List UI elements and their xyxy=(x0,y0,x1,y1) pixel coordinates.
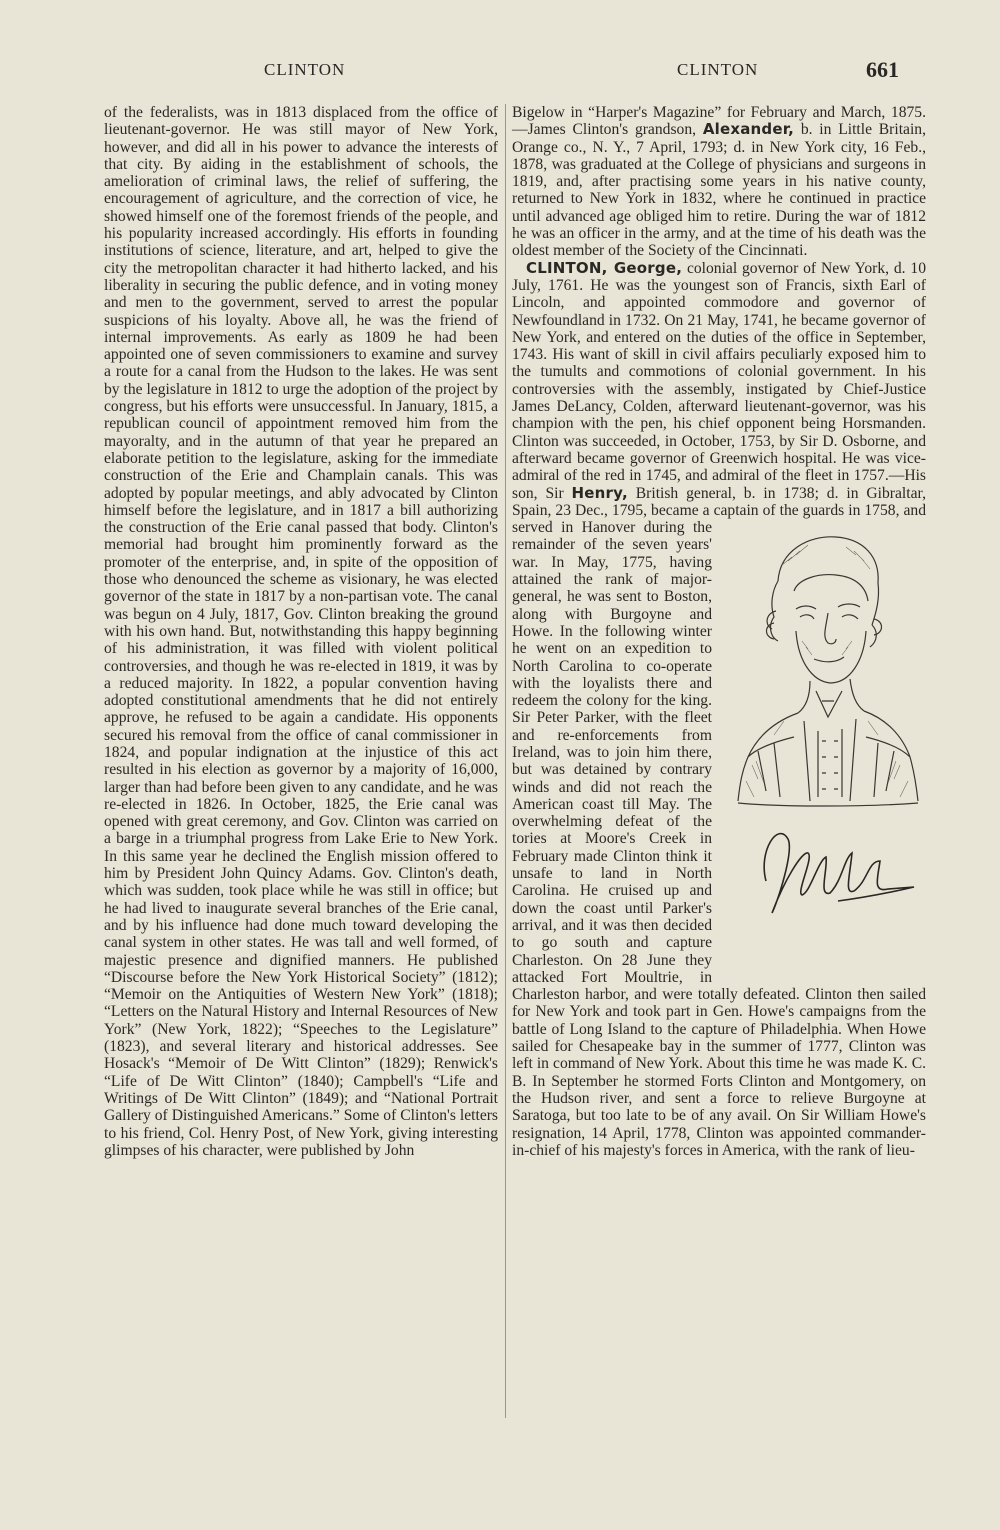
running-title-right: CLINTON xyxy=(677,60,759,79)
henry-entry-body xyxy=(512,485,926,1159)
running-head xyxy=(0,57,1000,84)
george-headword: CLINTON, George, xyxy=(526,258,683,277)
george-entry xyxy=(512,260,926,1159)
left-column-paragraph: of the federalists, was in 1813 displaced from the office of lieutenant-governor. He was still mayor of New York, however, and did all in his power to advance the interests of that city. By aiding in the establishment of schools, the amelioration of criminal laws, the relief of suffering, the encouragement of agriculture, and the correction of vice, he showed himself one of the foremost friends of the people, and his popularity increased accordingly. His efforts in founding institutions of science, literature, and art, helped to give the city the metropolitan character it had hitherto lacked, and his liberality in securing the public defence, and in voting money and men to the government, served to arrest the popular suspicions of his loyalty. Above all, he was the friend of internal improvements. As early as 1809 he had been appointed one of seven commissioners to examine and survey a route for a canal from the Hudson to the lakes. He was sent by the legislature in 1812 to urge the adoption of the project by congress, but his efforts were unsuccessful. In January, 1815, a republican council of appointment removed him from the mayoralty, and in the autumn of that year he prepared an elaborate petition to the legislature, asking for the immediate construction of the Erie and Champlain canals. This was adopted by popular meetings, and ably advocated by Clinton himself before the legislature, and in 1817 a bill authorizing the construction of the Erie canal passed that body. Clinton's memorial had brought him prominently forward as the promoter of the enterprise, and, in spite of the opposition of those who denounced the scheme as visionary, he was elected governor of the state in 1817 by a non-partisan vote. The canal was begun on 4 July, 1817, Gov. Clinton breaking the ground with his own hand. But, notwithstanding this happy beginning of his administration, it was filled with violent political controversies, and though he was re-elected in 1819, it was by a reduced majority. In 1822, a popular convention having adopted constitutional amendments that he did not entirely approve, he refused to be again a candidate. His opponents secured his removal from the office of canal commissioner in 1824, and popular indignation at the injustice of this act resulted in his election as governor by a majority of 16,000, larger than had before been given to any candidate, and he was re-elected in 1826. In October, 1825, the Erie canal was opened with great ceremony, and Gov. Clinton was carried on a barge in a triumphal progress from Lake Erie to New York. In this same year he declined the English mission offered to him by President John Quincy Adams. Gov. Clinton's death, which was sudden, took place while he was still in office; but he had lived to inaugurate several branches of the Erie canal, and by his influence had done much toward developing the canal system in other states. He was tall and well formed, of majestic presence and dignified manners. He published “Discourse before the New York Historical Society” (1812); “Memoir on the Antiquities of Western New York” (1818); “Letters on the Natural History and Internal Resources of New York” (New York, 1822); “Speeches to the Legislature” (1823), and several literary and historical addresses. See Hosack's “Memoir of De Witt Clinton” (1829); Renwick's “Life of De Witt Clinton” (1840); Campbell's “Life and Writings of De Witt Clinton” (1849); and “National Portrait Gallery of Distinguished Americans.” Some of Clinton's letters to his friend, Col. Henry Post, of New York, giving interesting glimpses of his character, were published by John xyxy=(104,104,498,1159)
page-number: 661 xyxy=(866,57,899,82)
portrait-figure xyxy=(718,521,930,979)
portrait-engraving xyxy=(718,521,930,979)
right-column xyxy=(512,104,926,1159)
alexander-headword: Alexander, xyxy=(702,120,795,139)
left-column xyxy=(104,104,498,1159)
running-title-left: CLINTON xyxy=(264,60,346,79)
column-divider xyxy=(505,104,506,1418)
henry-entry-body-b: and served in Hanover during the remainder of the seven years' war. In May, 1775, having attained the rank of major-general, he was sent to Boston, along with Burgoyne and Howe. In the following winter he went on an expedition to North Carolina to co-operate with the loyalists there and redeem the colony for the king. Sir Peter Parker, with the fleet and re-enforcements from Ireland, was to join him there, but was detained by contrary winds and did not reach the American coast till May. The overwhelming defeat of the tories at Moore's Creek in February made Clinton think it unsafe to land in North Carolina. He cruised up and down the coast until Parker's arrival, and it was then decided to go south and capture Charleston. On 28 June they attacked Fort Moultrie, in Charleston harbor, and were totally defeated. Clinton then sailed for New York and took part in Gen. Howe's campaigns from the battle of Long Island to the capture of Philadelphia. When Howe sailed for Chesapeake bay in the summer of 1777, Clinton was left in command of New York. About this time he was made K. C. B. In September he stormed Forts Clinton and Montgomery, on the Hudson river, and sent a force to relieve Burgoyne at Saratoga, but too late to be of any avail. On Sir William Howe's resignation, 14 April, 1778, Clinton was appointed commander-in-chief of his majesty's forces in America, with the rank of lieu- xyxy=(512,501,926,1159)
signature-stroke xyxy=(764,834,914,913)
signature-text: H Clinton xyxy=(838,941,842,943)
portrait-hatching xyxy=(746,545,908,797)
alexander-entry xyxy=(512,104,926,260)
alexander-entry-body: b. in Little Britain, Orange co., N. Y., 7 April, 1793; d. in New York city, 16 Feb., 1878, was graduated at the College of physicians and surgeons in 1819, and, after practising some years in his native county, returned to New York in 1832, where he continued in practice until advanced age obliged him to retire. During the war of 1812 he was an officer in the army, and at the time of his death was the oldest member of the Society of the Cincinnati. xyxy=(512,121,926,260)
henry-headword: Henry, xyxy=(571,483,628,502)
signature xyxy=(764,834,914,913)
alexander-entry-intro: Bigelow in “Harper's Magazine” for February and March, 1875.—James Clinton's grandson, xyxy=(512,104,926,139)
henry-entry-body-a: British general, b. in 1738; d. in Gibraltar, Spain, 23 Dec., 1795, became a captain of the guards in 1758, xyxy=(512,484,926,519)
portrait-of-henry-clinton xyxy=(738,537,918,806)
george-entry-body: colonial governor of New York, d. 10 July, 1761. He was the youngest son of Francis, sixth Earl of Lincoln, and appointed commodore and governor of Newfoundland in 1732. On 21 May, 1741, he became governor of New York, and entered on the duties of the office in September, 1743. His want of skill in civil affairs peculiarly exposed him to the tumults and commotions of colonial government. In his controversies with the assembly, instigated by Chief-Justice James DeLancy, Colden, afterward lieutenant-governor, was his champion with the pen, his chief opponent being Horsmanden. Clinton was succeeded, in October, 1753, by Sir D. Osborne, and afterward became governor of Greenwich hospital. He was vice-admiral of the red in 1745, and admiral of the fleet in 1757.—His son, Sir xyxy=(512,259,926,502)
